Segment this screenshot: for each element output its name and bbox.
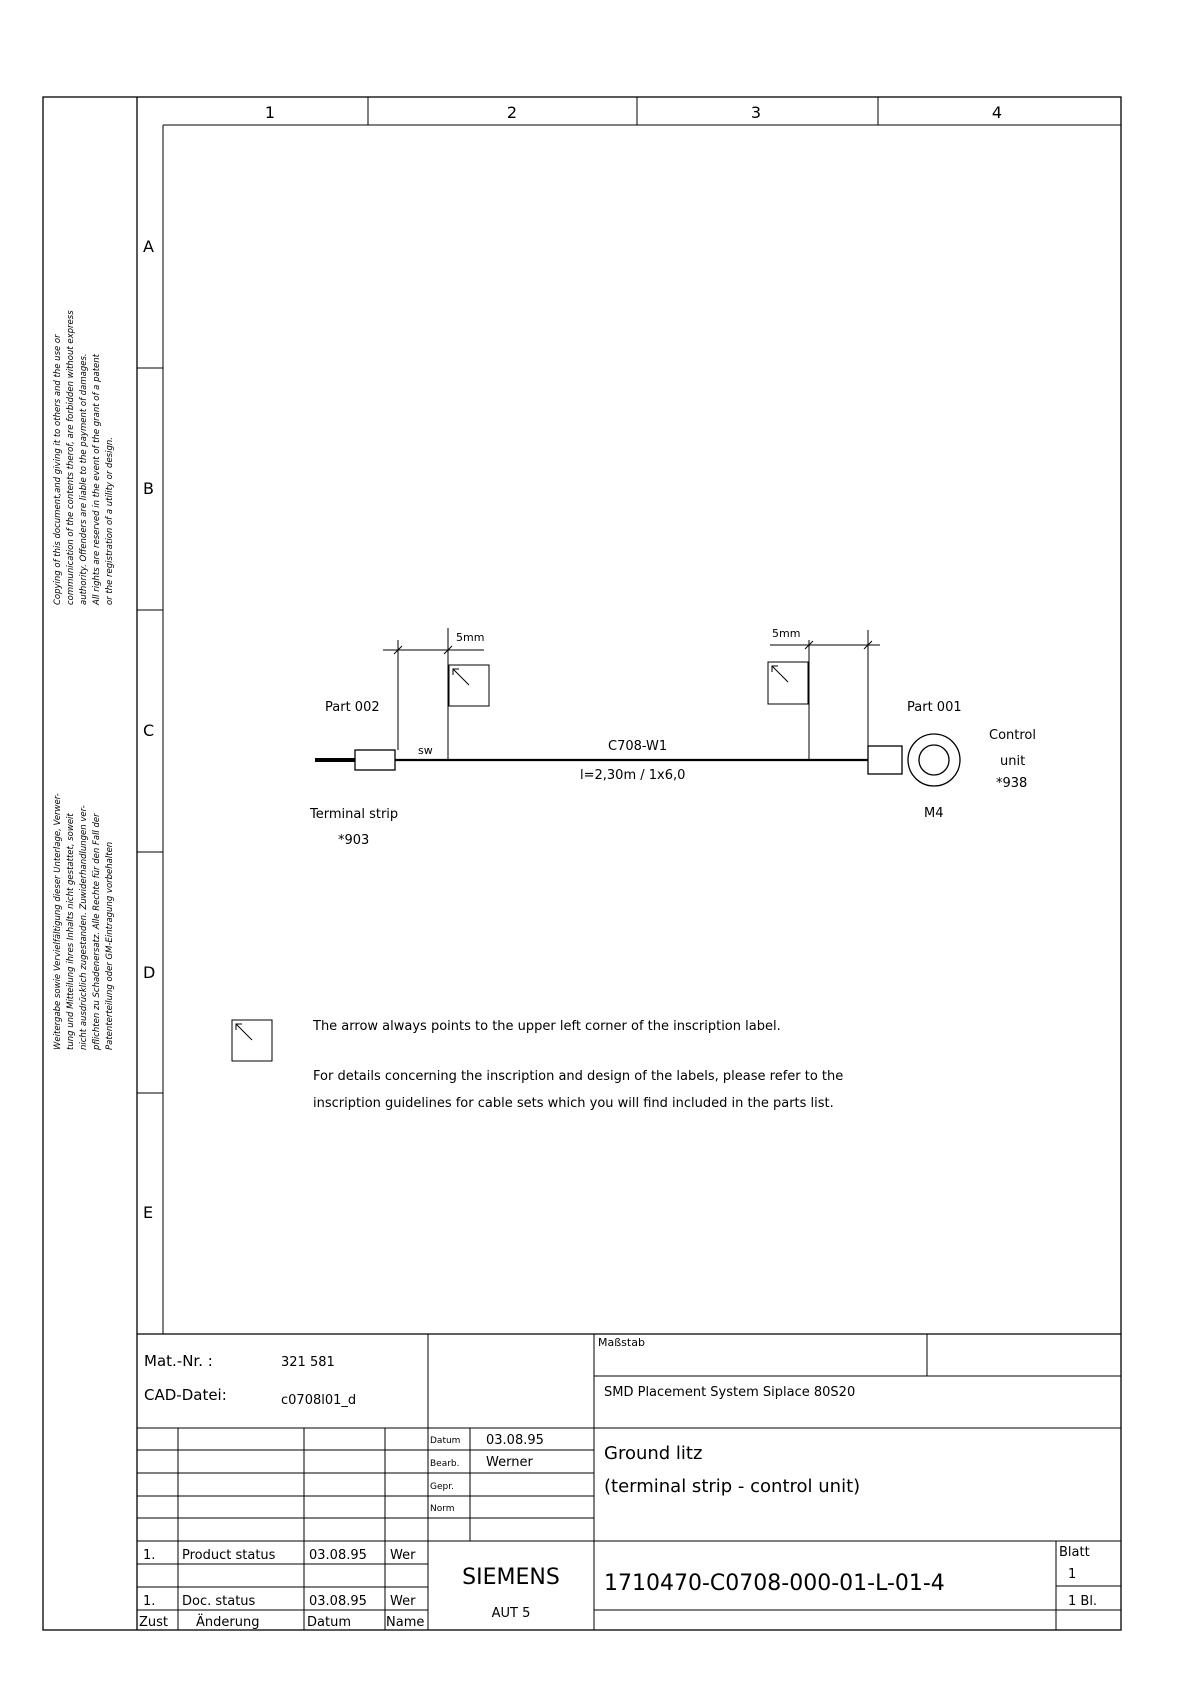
cable-id: C708-W1 <box>608 739 668 754</box>
copyright-line: All rights are reserved in the event of the grant of a patent <box>92 354 102 605</box>
control-unit-label: unit <box>1000 754 1026 769</box>
mat-label: Mat.-Nr. : <box>144 1352 213 1370</box>
header-datum: Datum <box>307 1615 351 1630</box>
gepr-label: Gepr. <box>430 1482 454 1492</box>
note-line: The arrow always points to the upper left corner of the inscription label. <box>313 1019 781 1034</box>
copyright-notice-de <box>53 793 115 1051</box>
copyright-line: tung und Mitteilung ihres Inhalts nicht gestattet, soweit <box>66 813 76 1050</box>
revision-text: Product status <box>182 1548 276 1563</box>
wire-color-label: sw <box>418 744 433 757</box>
mat-value: 321 581 <box>281 1355 335 1370</box>
copyright-line: or the registration of a utility or design. <box>105 437 115 605</box>
right-connector <box>868 746 902 774</box>
cad-value: c0708l01_d <box>281 1393 357 1408</box>
system-name: SMD Placement System Siplace 80S20 <box>604 1385 856 1400</box>
cable-spec: l=2,30m / 1x6,0 <box>580 768 686 783</box>
arrow-icon <box>236 1024 252 1040</box>
control-unit-label: Control <box>989 728 1036 743</box>
control-unit-ref: *938 <box>996 776 1028 791</box>
copyright-line: communication of the contents therof, are forbidden without express <box>66 310 76 605</box>
drawing-subtitle: (terminal strip - control unit) <box>604 1476 861 1497</box>
header-zust: Zust <box>139 1615 169 1630</box>
dimension-label: 5mm <box>456 631 485 644</box>
copyright-line: authority. Offenders are liable to the payment of damages. <box>79 353 89 605</box>
massstab-label: Maßstab <box>598 1336 645 1349</box>
revision-text: Doc. status <box>182 1594 256 1609</box>
revision-name: Wer <box>390 1548 416 1563</box>
arrow-icon <box>453 669 469 685</box>
title-block <box>137 1334 1121 1630</box>
row-label: C <box>143 721 155 740</box>
note-line: inscription guidelines for cable sets which you will find included in the parts list. <box>313 1096 834 1111</box>
copyright-line: Weitergabe sowie Vervielfältigung dieser Unterlage, Verwer- <box>53 793 63 1050</box>
part-label: Part 001 <box>907 700 962 715</box>
column-label: 3 <box>750 103 762 122</box>
note-line: For details concerning the inscription and design of the labels, please refer to the <box>313 1069 844 1084</box>
header-aenderung: Änderung <box>196 1615 260 1630</box>
revision-number: 1. <box>143 1548 156 1563</box>
dimension-label: 5mm <box>772 627 801 640</box>
column-label: 1 <box>264 103 276 122</box>
datum-value: 03.08.95 <box>486 1433 544 1448</box>
ring-terminal-outer <box>908 734 960 786</box>
copyright-line: nicht ausdrücklich zugestanden. Zuwiderhandlungen ver- <box>79 805 89 1050</box>
terminal-ref: *903 <box>338 833 370 848</box>
revision-name: Wer <box>390 1594 416 1609</box>
copyright-line: Copying of this document,and giving it to others and the use or <box>53 334 63 605</box>
blatt-label: Blatt <box>1059 1545 1090 1560</box>
copyright-line: pflichten zu Schadenersatz. Alle Rechte für den Fall der <box>92 813 102 1050</box>
row-label: E <box>143 1203 154 1222</box>
document-number: 1710470-C0708-000-01-L-01-4 <box>604 1571 945 1596</box>
header-name: Name <box>386 1615 425 1630</box>
part-label: Part 002 <box>325 700 380 715</box>
sheet-count: 1 Bl. <box>1068 1594 1098 1609</box>
ring-terminal-inner <box>919 745 949 775</box>
drawing-title: Ground litz <box>604 1443 703 1464</box>
datum-label: Datum <box>430 1436 461 1446</box>
revision-number: 1. <box>143 1594 156 1609</box>
bearb-label: Bearb. <box>430 1459 460 1469</box>
left-connector <box>355 750 395 770</box>
copyright-notice-en <box>53 310 115 606</box>
company-name: SIEMENS <box>462 1565 560 1590</box>
row-label: B <box>143 479 154 498</box>
revision-date: 03.08.95 <box>309 1594 367 1609</box>
revision-date: 03.08.95 <box>309 1548 367 1563</box>
cable-diagram <box>309 627 1036 848</box>
department: AUT 5 <box>491 1606 531 1621</box>
notes <box>232 1019 843 1111</box>
copyright-line: Patenterteilung oder GM-Eintragung vorbehalten <box>105 841 115 1050</box>
terminal-strip-label: Terminal strip <box>310 807 399 822</box>
bearb-value: Werner <box>486 1455 533 1470</box>
blatt-value: 1 <box>1068 1567 1077 1582</box>
cad-label: CAD-Datei: <box>144 1386 227 1404</box>
row-label: A <box>143 237 154 256</box>
ring-size-label: M4 <box>924 806 944 821</box>
norm-label: Norm <box>430 1504 455 1514</box>
arrow-icon <box>772 666 788 682</box>
row-label: D <box>143 963 156 982</box>
column-label: 4 <box>991 103 1003 122</box>
column-label: 2 <box>506 103 518 122</box>
